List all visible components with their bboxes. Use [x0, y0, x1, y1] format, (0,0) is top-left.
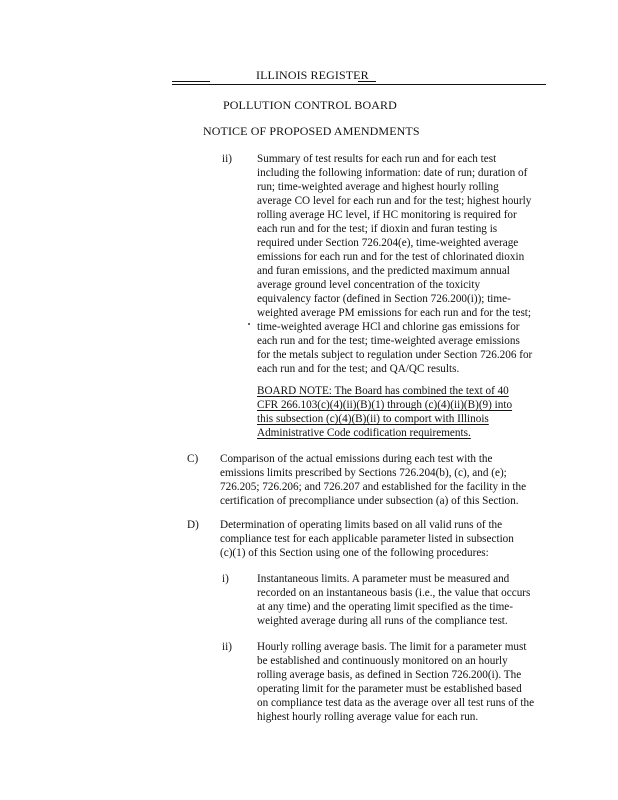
paragraph-line: recorded on an instantaneous basis (i.e., the value that occurs [257, 587, 531, 599]
paragraph-line: at any time) and the operating limit specified as the time- [257, 601, 513, 613]
paragraph-line: run; time-weighted average and highest hourly rolling [257, 181, 499, 193]
paragraph-line: be established and continuously monitored on an hourly [257, 655, 508, 667]
item-marker: C) [187, 453, 199, 465]
paragraph-line: required under Section 726.204(e), time-weighted average [257, 237, 519, 249]
paragraph-line: average ground level concentration of the toxicity [257, 279, 481, 291]
paragraph-line: weighted average during all runs of the compliance test. [257, 615, 508, 627]
paragraph-line: 726.205; 726.206; and 726.207 and established for the facility in the [220, 481, 527, 493]
paragraph-line: operating limit for the parameter must be established based [257, 683, 522, 695]
paragraph-line: on compliance test data as the average over all test runs of the [257, 697, 535, 709]
board-note-line: Administrative Code codification requirements. [257, 427, 471, 439]
paragraph-line: Comparison of the actual emissions during each test with the [220, 453, 493, 465]
board-note-line: CFR 266.103(c)(4)(ii)(B)(1) through (c)(4)(ii)(B)(9) into [257, 399, 513, 411]
header-rule [172, 84, 546, 85]
board-note-line: BOARD NOTE: The Board has combined the text of 40 [257, 385, 509, 397]
paragraph-line: equivalency factor (defined in Section 726.200(i)); time- [257, 293, 511, 305]
notice-title: NOTICE OF PROPOSED AMENDMENTS [203, 124, 420, 138]
paragraph-line: emissions for each run and for the test of chlorinated dioxin [257, 251, 525, 263]
paragraph-line: each run and for the test; and QA/QC results. [257, 363, 460, 375]
paragraph-line: emissions limits prescribed by Sections 726.204(b), (c), and (e); [220, 467, 507, 479]
item-marker: ii) [222, 153, 232, 165]
paragraph-line: certification of precompliance under subsection (a) of this Section. [220, 495, 519, 507]
paragraph-line: each run and for the test; time-weighted average emissions [257, 335, 520, 347]
paragraph-line: average CO level for each run and for the test; highest hourly [257, 195, 532, 207]
paragraph-line: highest hourly rolling average value for each run. [257, 711, 479, 723]
item-marker: D) [187, 519, 199, 531]
paragraph-line: Summary of test results for each run and for each test [257, 153, 497, 165]
header-tick-left [172, 81, 210, 82]
paragraph-line: Determination of operating limits based on all valid runs of the [220, 519, 503, 531]
paragraph-line: time-weighted average HCl and chlorine gas emissions for [257, 321, 520, 333]
board-title: POLLUTION CONTROL BOARD [223, 98, 397, 112]
paragraph-line: and furan emissions, and the predicted maximum annual [257, 265, 510, 277]
paragraph-line: Hourly rolling average basis. The limit for a parameter must [257, 641, 527, 653]
paragraph-line: rolling average HC level, if HC monitoring is required for [257, 209, 517, 221]
register-title: ILLINOIS REGISTER [256, 68, 369, 82]
stray-mark [248, 323, 250, 325]
item-marker: ii) [222, 641, 232, 653]
paragraph-line: each run and for the test; if dioxin and furan testing is [257, 223, 498, 235]
board-note-line: this subsection (c)(4)(B)(ii) to comport with Illinois [257, 413, 489, 425]
paragraph-line: weighted average PM emissions for each run and for the test; [257, 307, 532, 319]
paragraph-line: compliance test for each applicable parameter listed in subsection [220, 533, 514, 545]
paragraph-line: rolling average basis, as defined in Section 726.200(i). The [257, 669, 522, 681]
item-marker: i) [222, 573, 229, 585]
paragraph-line: (c)(1) of this Section using one of the following procedures: [220, 547, 489, 559]
paragraph-line: Instantaneous limits. A parameter must be measured and [257, 573, 510, 585]
paragraph-line: for the metals subject to regulation under Section 726.206 for [257, 349, 533, 361]
paragraph-line: including the following information: date of run; duration of [257, 167, 528, 179]
